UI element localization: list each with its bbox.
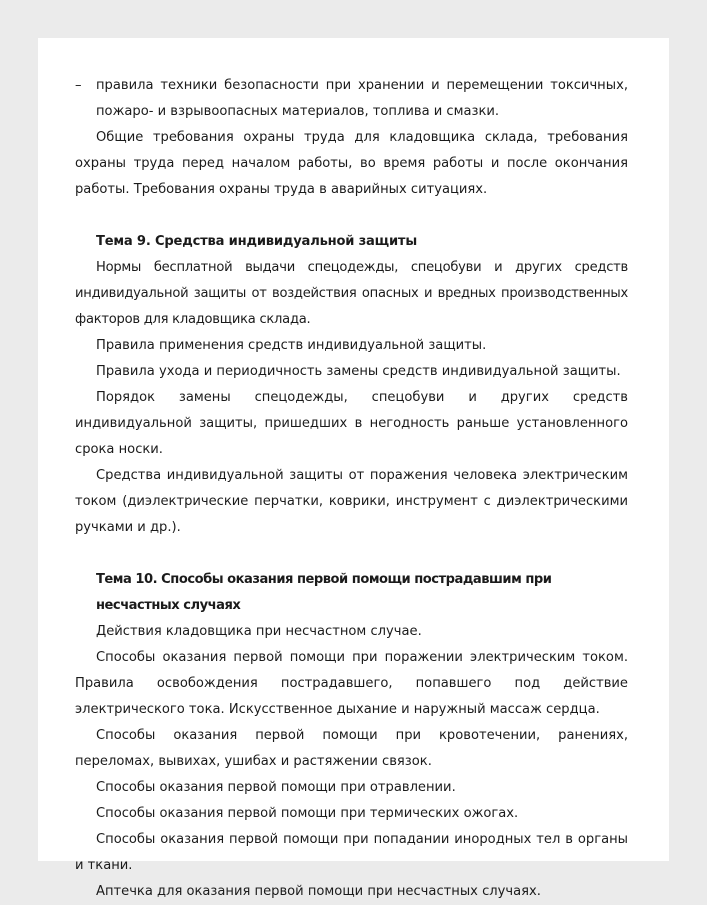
topic-10-paragraph: Способы оказания первой помощи при термических ожогах. — [96, 806, 519, 821]
topic-10-paragraph: Способы оказания первой помощи при попадании инородных тел в органы и ткани. — [75, 832, 628, 873]
document-page — [38, 38, 669, 899]
topic-9-paragraph: Порядок замены спецодежды, спецобуви и других средств индивидуальной защиты, пришедших в негодность раньше установленного срока носки. — [75, 390, 628, 457]
topic-10-heading: Тема 10. Способы оказания первой помощи пострадавшим при несчастных случаях — [96, 572, 552, 613]
topic-9-heading: Тема 9. Средства индивидуальной защиты — [96, 234, 417, 249]
topic-9-paragraph: Правила применения средств индивидуальной защиты. — [96, 338, 487, 353]
topic-9-paragraph: Правила ухода и периодичность замены средств индивидуальной защиты. — [96, 364, 621, 379]
topic-10-paragraph: Способы оказания первой помощи при поражении электрическим током. Правила освобождения пострадавшего, попавшего под действие электрического тока. Искусственное дыхание и наружный массаж сердца. — [75, 650, 628, 717]
list-item — [75, 73, 628, 125]
section-gap — [75, 541, 628, 567]
page-content — [75, 73, 628, 905]
topic-10-paragraph: Способы оказания первой помощи при кровотечении, ранениях, переломах, вывихах, ушибах и растяжении связок. — [75, 728, 628, 769]
topic-9-paragraph: Нормы бесплатной выдачи спецодежды, спецобуви и других средств индивидуальной защиты от воздействия опасных и вредных производственных факторов для кладовщика склада. — [75, 260, 628, 327]
section-gap — [75, 203, 628, 229]
topic-10-paragraph: Аптечка для оказания первой помощи при несчастных случаях. — [96, 884, 541, 899]
topic-10-paragraph: Способы оказания первой помощи при отравлении. — [96, 780, 456, 795]
topic-10-paragraph: Действия кладовщика при несчастном случае. — [96, 624, 422, 639]
intro-paragraph: Общие требования охраны труда для кладовщика склада, требования охраны труда перед началом работы, во время работы и после окончания работы. Требования охраны труда в аварийных ситуациях. — [75, 130, 628, 197]
list-item-text: правила техники безопасности при хранении и перемещении токсичных, пожаро- и взрывоопасных материалов, топлива и смазки. — [96, 78, 628, 119]
list-dash: – — [75, 78, 82, 93]
topic-9-paragraph: Средства индивидуальной защиты от поражения человека электрическим током (диэлектрические перчатки, коврики, инструмент с диэлектрическими ручками и др.). — [75, 468, 628, 535]
